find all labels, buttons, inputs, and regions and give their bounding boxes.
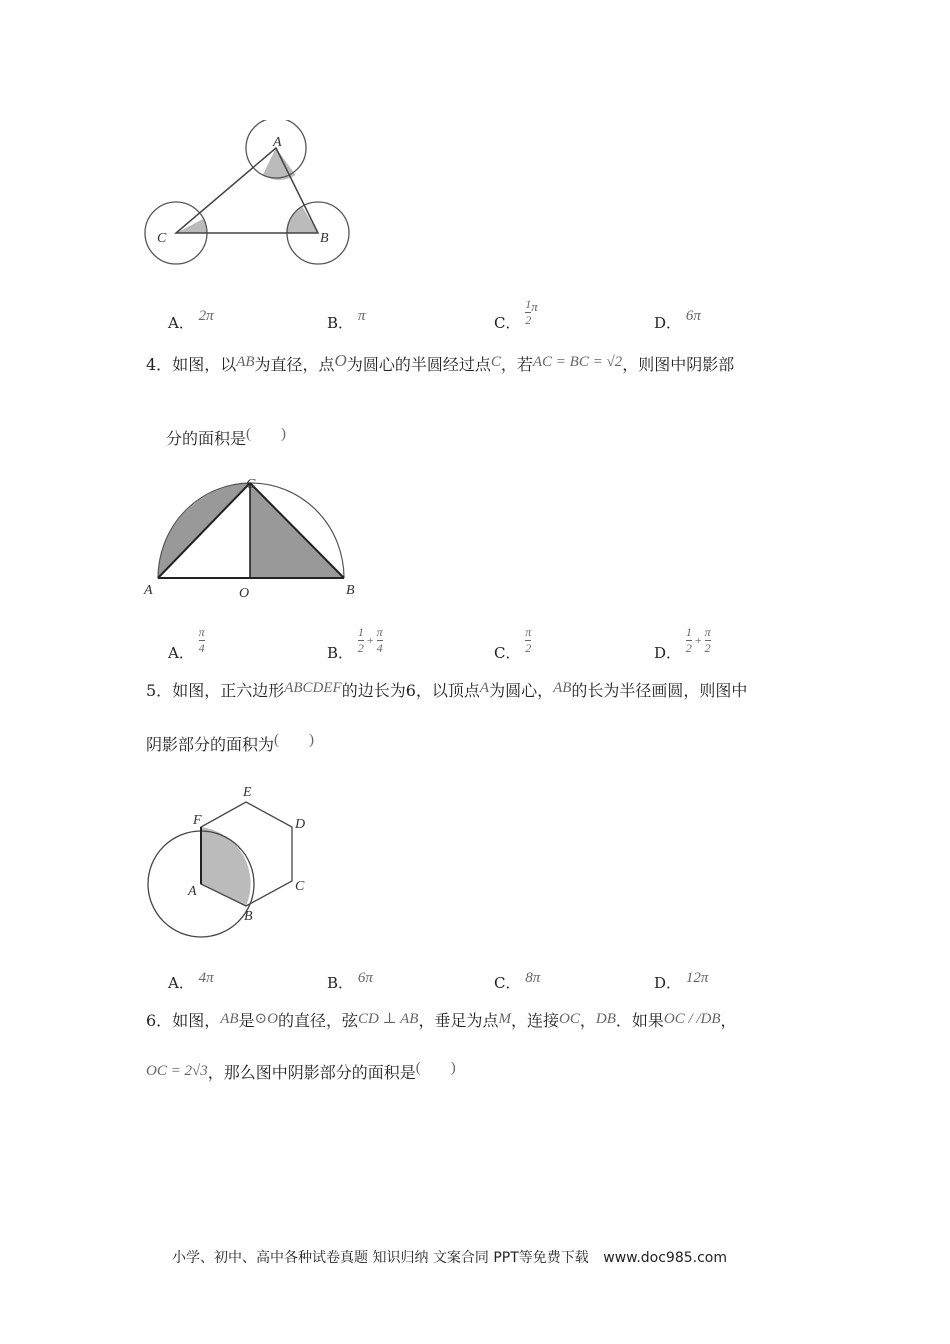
q3-shaded-sector-b: [286, 206, 318, 233]
q4-question-line2: 分的面积是( ): [166, 426, 287, 448]
q5-figure: [140, 780, 330, 940]
q4-number: 4．: [146, 355, 173, 374]
q5-label-c: C: [295, 879, 305, 894]
q3-label-b: B: [320, 231, 329, 246]
option-value: 2π: [198, 308, 214, 324]
footer-text: 小学、初中、高中各种试卷真题 知识归纳 文案合同 PPT等免费下载: [172, 1250, 589, 1266]
q5-shaded-region: [201, 827, 251, 906]
q3-shaded-sector-c: [176, 219, 207, 233]
q3-figure: [140, 120, 360, 270]
option-value: π: [357, 308, 366, 324]
option-value: 6π: [685, 308, 701, 324]
q3-option-d[interactable]: [654, 308, 701, 333]
option-letter: B．: [327, 314, 354, 332]
q5-label-f: F: [193, 813, 202, 828]
q5-label-d: D: [295, 817, 306, 832]
option-fraction-1: $\frac{1}{2}$: [685, 625, 692, 656]
q4-label-b: B: [346, 583, 355, 598]
option-letter: D．: [654, 974, 682, 992]
q4-option-c[interactable]: [494, 625, 532, 677]
q4-label-c: C: [246, 477, 256, 492]
q5-question-line1: 5．如图，正六边形ABCDEF的边长为6，以顶点A为圆心，AB的长为半径画圆，则图中: [146, 680, 748, 700]
q3-option-b[interactable]: [327, 308, 366, 333]
q6-number: 6．: [146, 1011, 173, 1030]
q5-label-b: B: [244, 909, 253, 924]
q5-number: 5．: [146, 681, 173, 700]
q3-option-c[interactable]: [494, 297, 538, 347]
option-letter: C．: [494, 644, 521, 662]
answer-paren: ( ): [415, 1060, 456, 1076]
q4-question-line1: 4．如图，以AB为直径，点O为圆心的半圆经过点C，若AC = BC = √2，则图中阴影部: [146, 351, 735, 374]
q5-option-c[interactable]: [494, 972, 540, 993]
q3-option-a[interactable]: [168, 308, 214, 333]
option-value: 8π: [525, 970, 541, 986]
q4-option-a[interactable]: [168, 625, 205, 677]
option-fraction-2: $\frac{\pi}{2}$: [704, 625, 711, 656]
page-footer: [172, 1247, 727, 1267]
option-letter: A．: [168, 314, 194, 332]
q4-option-b[interactable]: B． $\frac{1}{2}$ + $\frac{\pi}{4}$: [327, 625, 383, 662]
q6-question-line1: 6．如图，AB是⊙O的直径，弦CD ⊥ AB，垂足为点M，连接OC，DB．如果OC / /DB，: [146, 1011, 737, 1030]
q5-label-a: A: [188, 884, 197, 899]
option-fraction: $\frac{1}{2}$: [525, 297, 532, 328]
option-fraction-1: $\frac{1}{2}$: [357, 625, 364, 656]
answer-paren: ( ): [246, 426, 287, 442]
q4-option-d[interactable]: D． $\frac{1}{2}$ + $\frac{\pi}{2}$: [654, 625, 711, 662]
q3-label-c: C: [157, 231, 167, 246]
option-value: 12π: [685, 970, 709, 986]
option-fraction: $\frac{\pi}{2}$: [525, 625, 532, 656]
option-letter: B．: [327, 644, 354, 662]
option-fraction-2: $\frac{\pi}{4}$: [376, 625, 383, 656]
q3-label-a: A: [273, 135, 282, 150]
q5-option-a[interactable]: [168, 972, 214, 993]
option-letter: D．: [654, 644, 682, 662]
option-letter: D．: [654, 314, 682, 332]
option-letter: A．: [168, 974, 194, 992]
option-letter: C．: [494, 314, 521, 332]
option-letter: C．: [494, 974, 521, 992]
q6-question-line2: OC = 2√3，那么图中阴影部分的面积是( ): [146, 1060, 456, 1082]
option-value: 6π: [357, 970, 373, 986]
q4-label-a: A: [144, 583, 153, 598]
answer-paren: ( ): [274, 732, 315, 748]
q5-option-b[interactable]: [327, 972, 373, 993]
q4-label-o: O: [239, 586, 250, 601]
option-value: 4π: [198, 970, 214, 986]
q5-option-d[interactable]: [654, 972, 708, 993]
q5-label-e: E: [243, 785, 252, 800]
option-fraction: $\frac{\pi}{4}$: [198, 625, 205, 656]
q4-figure: [138, 470, 368, 605]
footer-url[interactable]: www.doc985.com: [603, 1250, 727, 1266]
option-value: π: [531, 298, 538, 314]
q5-question-line2: 阴影部分的面积为( ): [146, 732, 315, 754]
option-letter: B．: [327, 974, 354, 992]
option-letter: A．: [168, 644, 194, 662]
